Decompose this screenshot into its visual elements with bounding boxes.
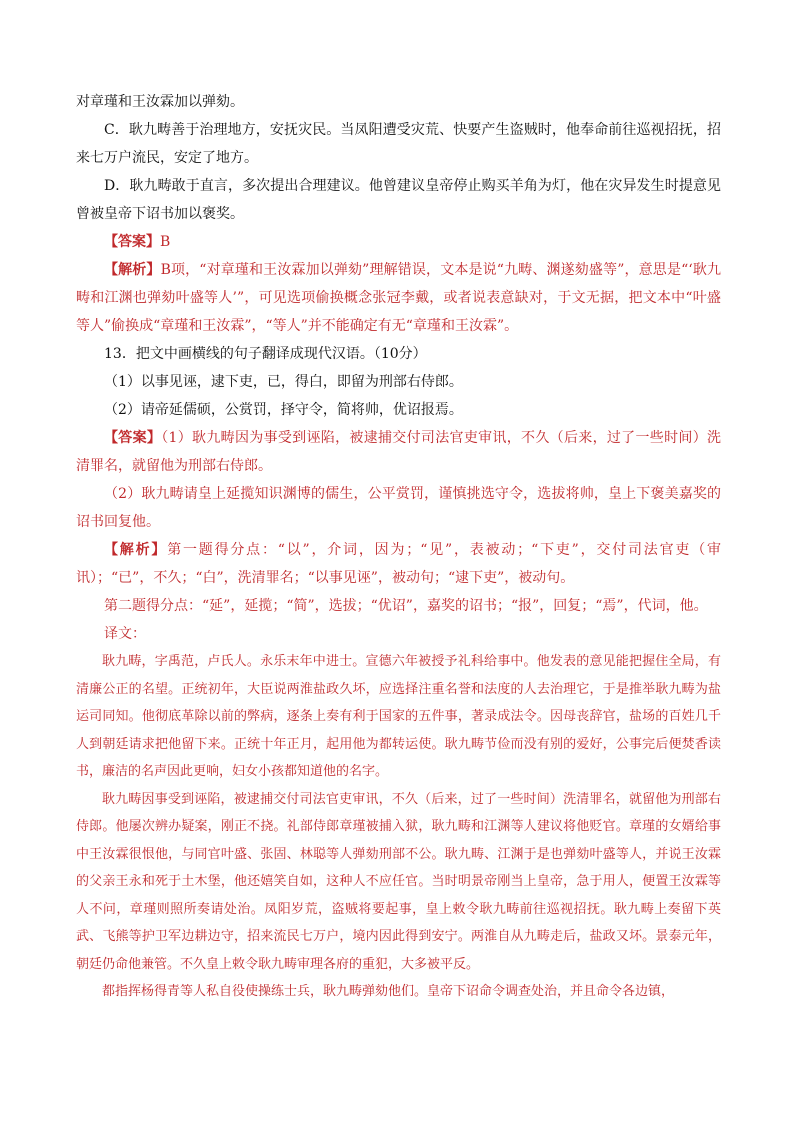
- answer-tag: 【答案】: [104, 430, 162, 446]
- q13-analysis-1: [76, 536, 721, 592]
- analysis-tag: 【解析】: [104, 542, 168, 558]
- q13-answer-2: （2）耿九畴请皇上延揽知识渊博的儒生，公平赏罚，谨慎挑选守令，选拔将帅，皇上下褒美嘉奖的诏书回复他。: [76, 486, 721, 530]
- answer-tag: 【答案】: [104, 234, 160, 250]
- option-d: D．耿九畴敢于直言，多次提出合理建议。他曾建议皇帝停止购买羊角为灯，他在灾异发生时提意见曾被皇帝下诏书加以褒奖。: [76, 178, 721, 222]
- answer-value: B: [160, 234, 171, 250]
- q13-analysis-2: 第二题得分点：“延”，延揽；“简”，选拔；“优诏”，嘉奖的诏书；“报”，回复；“焉”，代词，他。: [104, 598, 708, 614]
- option-b-continuation: 对章瑾和王汝霖加以弹劾。: [76, 94, 244, 110]
- answer-text-1: （1）耿九畴因为事受到诬陷，被逮捕交付司法官吏审讯，不久（后来，过了一些时间）洗清罪名，就留他为刑部右侍郎。: [76, 430, 721, 474]
- q12-answer: [76, 228, 721, 256]
- option-c: C．耿九畴善于治理地方，安抚灾民。当凤阳遭受灾荒、快要产生盗贼时，他奉命前往巡视招抚，招来七万户流民，安定了地方。: [76, 122, 721, 166]
- translation-paragraph-3: 都指挥杨得青等人私自役使操练士兵，耿九畴弹劾他们。皇帝下诏命令调查处治，并且命令各边镇，: [102, 984, 675, 999]
- q13-question: 13．把文中画横线的句子翻译成现代汉语。（10分）: [104, 346, 427, 362]
- analysis-text: B项，“对章瑾和王汝霖加以弹劾”理解错误，文本是说“九畴、渊遂劾盛等”，意思是“‘耿九畴和江渊也弹劾叶盛等人’”，可见选项偷换概念张冠李戴，或者说表意缺对，于文无据，把文本中“叶盛等人”偷换成“章瑾和王汝霖”，“等人”并不能确定有无“章瑾和王汝霖”。: [76, 262, 721, 334]
- analysis-tag: 【解析】: [104, 262, 161, 278]
- translation-paragraph-2: 耿九畴因事受到诬陷，被逮捕交付司法官吏审讯，不久（后来，过了一些时间）洗清罪名，就留他为刑部右侍郎。他屡次辨办疑案，刚正不挠。礼部侍郎章瑾被捕入狱，耿九畴和江渊等人建议将他贬官。章瑾的女婿给事中王汝霖很恨他，与同官叶盛、张固、林聪等人弹劾刑部不公。耿九畴、江渊于是也弹劾叶盛等人，并说王汝霖的父亲王永和死于土木堡，他还嬉笑自如，这种人不应任官。当时明景帝刚当上皇帝，急于用人，便置王汝霖等人不问，章瑾则照所奏请处治。凤阳岁荒，盗贼将要起事，皇上敕令耿九畴前往巡视招抚。耿九畴上奏留下英武、飞熊等护卫军边耕边守，招来流民七万户，境内因此得到安宁。两淮自从九畴走后，盐政又坏。景泰元年，朝廷仍命他兼管。不久皇上敕令耿九畴审理各府的重犯，大多被平反。: [76, 791, 721, 972]
- q13-sentence-2: （2）请帝延儒硕，公赏罚，择守令，简将帅，优诏报焉。: [104, 402, 463, 418]
- document-content: [76, 88, 721, 1006]
- translation-label: 译文：: [104, 626, 146, 642]
- analysis-text-1: 第一题得分点：“以”，介词，因为；“见”，表被动；“下吏”，交付司法官吏（审讯）；“已”，不久；“白”，洗清罪名；“以事见诬”，被动句；“逮下吏”，被动句。: [76, 542, 721, 586]
- q13-answer-1: [76, 424, 721, 480]
- q13-sentence-1: （1）以事见诬，逮下吏，已，得白，即留为刑部右侍郎。: [104, 374, 463, 390]
- translation-paragraph-1: 耿九畴，字禹范，卢氏人。永乐末年中进士。宣德六年被授予礼科给事中。他发表的意见能把握住全局，有清廉公正的名望。正统初年，大臣说两淮盐政久坏，应选择注重名誉和法度的人去治理它，于是推举耿九畴为盐运司同知。他彻底革除以前的弊病，逐条上奏有利于国家的五件事，著录成法令。因母丧辞官，盐场的百姓几千人到朝廷请求把他留下来。正统十年正月，起用他为都转运使。耿九畴节俭而没有别的爱好，公事完后便焚香读书，廉洁的名声因此更响，妇女小孩都知道他的名字。: [76, 654, 721, 779]
- q12-analysis: [76, 256, 721, 340]
